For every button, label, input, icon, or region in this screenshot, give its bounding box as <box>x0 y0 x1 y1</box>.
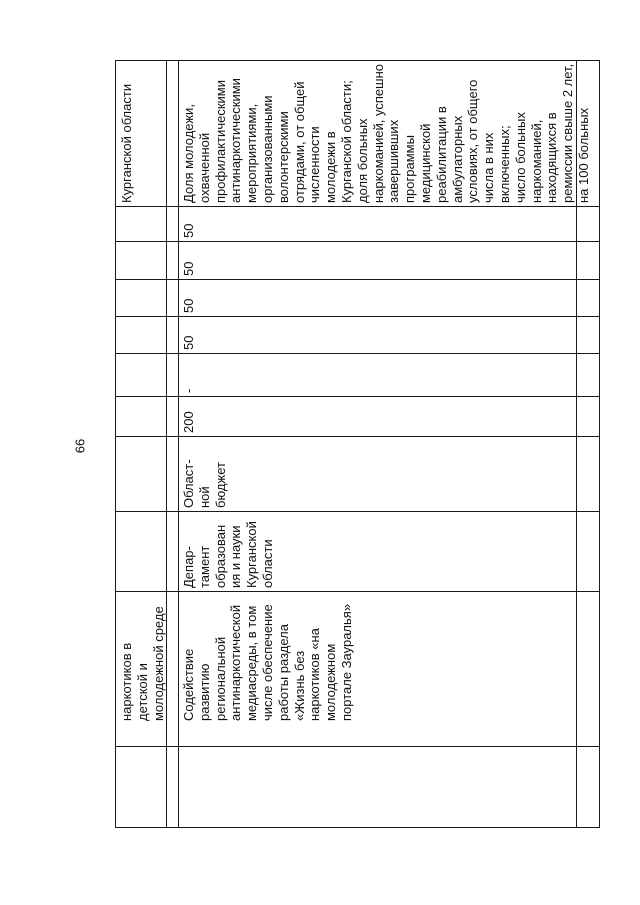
program-table <box>115 60 600 828</box>
year-2014-cell: - <box>181 388 196 393</box>
year-2016-cell: 50 <box>181 298 196 313</box>
column-divider <box>116 436 599 437</box>
row-divider <box>178 61 179 827</box>
header-topic-cell: наркотиков в детской и молодежной среде <box>119 606 166 721</box>
total-cell: 200 <box>181 411 196 433</box>
column-divider <box>116 396 599 397</box>
column-divider <box>116 206 599 207</box>
executor-cell: Депар- тамент образован ия и науки Курганской области <box>181 521 275 588</box>
column-divider <box>116 746 599 747</box>
column-divider <box>116 279 599 280</box>
year-2018-cell: 50 <box>181 223 196 238</box>
year-2015-cell: 50 <box>181 335 196 350</box>
column-divider <box>116 353 599 354</box>
column-divider <box>116 511 599 512</box>
column-divider <box>116 591 599 592</box>
column-divider <box>116 316 599 317</box>
activity-cell: Содействие развитию региональной антинаркотической медиасреды, в том числе обеспечение работы раздела «Жизнь без наркотиков «на молодежном портале Зауралья» <box>181 603 354 721</box>
source-cell: Област- ной бюджет <box>181 459 228 508</box>
page-number: 66 <box>72 438 88 454</box>
year-2017-cell: 50 <box>181 261 196 276</box>
column-divider <box>116 241 599 242</box>
header-region-cell: Курганской области <box>119 83 134 203</box>
indicator-cell: Доля молодежи, охваченной профилактическими антинаркотическими мероприятиями, организованными волонтерскими отрядами, от общей численности молодежи в Курганской области; доля больных наркоманией, успешно завершивших программы медицинской реабилитации в амбулаторных условиях, от общего числа в них включенных; число больных наркоманией, находящихся в ремиссии свыше 2 лет, на 100 больных <box>181 63 591 203</box>
